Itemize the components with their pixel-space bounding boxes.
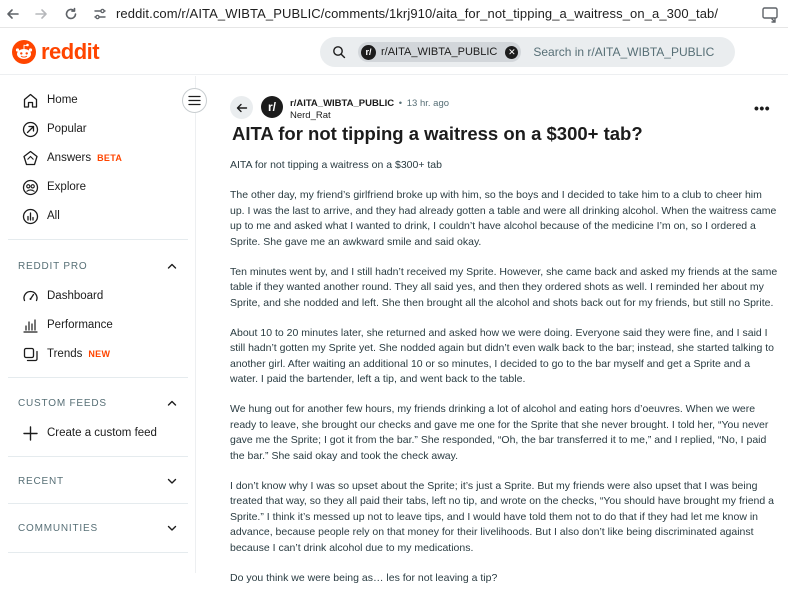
section-title: COMMUNITIES: [18, 522, 98, 534]
sidebar-item-label: Explore: [47, 181, 86, 193]
sidebar-item-label: Performance: [47, 319, 113, 331]
sidebar-item-trends[interactable]: [0, 339, 196, 369]
logo-wordmark: reddit: [41, 38, 100, 64]
sidebar-item-label: Home: [47, 94, 78, 106]
section-title: CUSTOM FEEDS: [18, 397, 107, 409]
sidebar-item-label: Popular: [47, 123, 87, 135]
sidebar-divider: [8, 552, 188, 553]
performance-icon: [21, 316, 39, 334]
sidebar-collapse-button[interactable]: [182, 88, 207, 113]
left-sidebar: [0, 76, 196, 573]
beta-badge: BETA: [97, 153, 123, 163]
search-input[interactable]: Search in r/AITA_WIBTA_PUBLIC: [533, 45, 715, 59]
browser-back-button[interactable]: [2, 3, 24, 25]
new-badge: NEW: [88, 349, 111, 359]
site-settings-icon[interactable]: [92, 6, 108, 22]
section-title: RECENT: [18, 475, 64, 487]
arrow-left-icon: [6, 7, 20, 21]
subreddit-link[interactable]: r/AITA_WIBTA_PUBLIC: [290, 98, 395, 109]
sidebar-divider: [8, 377, 188, 378]
post-paragraph: I don’t know why I was so upset about the Sprite; it’s just a Sprite. But my friends were also upset that I was being treated that way, so they all paid their tabs, left no tip, and wrote on the checks, “You should have brought my friend a Sprite.” I think it’s messed up not to leave tips, and I would have told them not to do that if they had let me know in advance, because people rely on that money for their livelihoods. But I also don’t like being discriminated against because I can’t drink alcohol due to my medications.: [230, 479, 774, 554]
sidebar-item-answers[interactable]: [0, 143, 196, 173]
sidebar-item-label: All: [47, 210, 60, 222]
meta-separator: •: [398, 98, 403, 109]
post-paragraph: AITA for not tipping a waitress on a $300+ tab: [230, 159, 442, 171]
reload-icon: [64, 7, 78, 21]
close-icon[interactable]: ✕: [505, 46, 518, 59]
post-paragraph: The other day, my friend’s girlfriend broke up with him, so the boys and I decided to take him to a club to cheer him up. I was the last to arrive, and they had already gotten a table and were all drinking alcohol. When the waitress came up to me and asked what I wanted to drink, I couldn’t have alcohol because of the medicine I’m on, so I ordered a Sprite. She gave me an awkward smile and said okay.: [230, 189, 777, 248]
sidebar-item-label: [47, 152, 122, 164]
sidebar-item-label: Create a custom feed: [47, 427, 157, 439]
post-title: AITA for not tipping a waitress on a $300+ tab?: [232, 123, 643, 144]
post-body: [230, 158, 778, 601]
search-scope-chip[interactable]: [358, 42, 521, 62]
reddit-logo[interactable]: [12, 39, 99, 65]
reddit-snoo-icon: [12, 40, 36, 64]
search-scope-label: r/AITA_WIBTA_PUBLIC: [381, 46, 498, 58]
sidebar-divider: [8, 503, 188, 504]
sidebar-item-label: [47, 348, 110, 360]
sidebar-item-label: Dashboard: [47, 290, 104, 302]
search-bar[interactable]: [320, 37, 735, 67]
sidebar-item-dashboard[interactable]: [0, 281, 196, 311]
sidebar-divider: [8, 456, 188, 457]
home-icon: [21, 91, 39, 109]
post-paragraph: About 10 to 20 minutes later, she returned and asked how we were doing. Everyone said they were fine, and I said I still hadn’t gotten my Sprite yet. She nodded again but didn’t even walk back to the bar; instead, she started talking to another girl. After waiting an additional 10 or so minutes, I decided to go to the bar myself and get a Sprite and a water. I paid the bartender, left a tip, and went back to the table.: [230, 326, 775, 385]
chevron-up-icon: [166, 260, 178, 272]
section-custom-feeds-header[interactable]: [18, 393, 178, 413]
post-meta: [230, 96, 780, 122]
more-options-button[interactable]: •••: [754, 100, 771, 116]
sidebar-item-performance[interactable]: [0, 310, 196, 340]
chevron-down-icon: [166, 475, 178, 487]
trends-icon: [21, 345, 39, 363]
chevron-down-icon: [166, 522, 178, 534]
popular-icon: [21, 120, 39, 138]
sidebar-divider: [8, 239, 188, 240]
browser-reload-button[interactable]: [60, 3, 82, 25]
browser-forward-button[interactable]: [30, 3, 52, 25]
post-paragraph: Ten minutes went by, and I still hadn’t received my Sprite. However, she came back and asked my friends at the same table if they wanted another round. They all said yes, and then they ordered shots as well. I reminded her about my Sprite, and she nodded and left. She then brought all the alcohol and shots back out for my friends, but still no Sprite.: [230, 265, 778, 309]
menu-icon: [188, 95, 201, 106]
site-header: [0, 29, 788, 75]
sidebar-item-home[interactable]: [0, 85, 196, 115]
sidebar-item-create-custom-feed[interactable]: [0, 418, 196, 448]
all-icon: [21, 207, 39, 225]
section-reddit-pro-header[interactable]: [18, 256, 178, 276]
sidebar-item-explore[interactable]: [0, 172, 196, 202]
subreddit-line: [290, 98, 449, 109]
subreddit-avatar-icon: r/: [361, 45, 376, 60]
arrow-right-icon: [34, 7, 48, 21]
back-button[interactable]: [230, 96, 253, 119]
url-text: reddit.com/r/AITA_WIBTA_PUBLIC/comments/1krj910/aita_for_not_tipping_a_waitress_on_a_300_tab/: [116, 6, 719, 21]
subreddit-avatar[interactable]: r/: [261, 96, 283, 118]
arrow-left-icon: [236, 102, 248, 114]
answers-icon: [21, 149, 39, 167]
section-communities-header[interactable]: [18, 518, 178, 538]
dashboard-icon: [21, 287, 39, 305]
browser-toolbar: [0, 0, 788, 28]
answers-label: Answers: [47, 152, 92, 164]
sidebar-item-all[interactable]: [0, 201, 196, 231]
post-time: 13 hr. ago: [406, 98, 450, 109]
post-paragraph: Do you think we were being as… les for not leaving a tip?: [230, 571, 498, 584]
post-author[interactable]: Nerd_Rat: [290, 110, 331, 121]
sidebar-item-popular[interactable]: [0, 114, 196, 144]
explore-icon: [21, 178, 39, 196]
plus-icon: [21, 424, 39, 442]
address-bar[interactable]: [92, 3, 760, 25]
search-icon: [332, 45, 346, 59]
cast-icon[interactable]: [760, 4, 780, 24]
chevron-up-icon: [166, 397, 178, 409]
section-title: REDDIT PRO: [18, 260, 88, 272]
trends-label: Trends: [47, 348, 83, 360]
post-paragraph: We hung out for another few hours, my friends drinking a lot of alcohol and eating hors d’oeuvres. When we were ready to leave, she brought our checks and gave me one for the Sprite that she never brought. I told her, “You never gave me the Sprite; I got it from the bar.” She responded, “Oh, the bar transferred it to me,” and I replied, “No, I paid the bar.” She said okay and took the check away.: [230, 403, 769, 462]
section-recent-header[interactable]: [18, 471, 178, 491]
